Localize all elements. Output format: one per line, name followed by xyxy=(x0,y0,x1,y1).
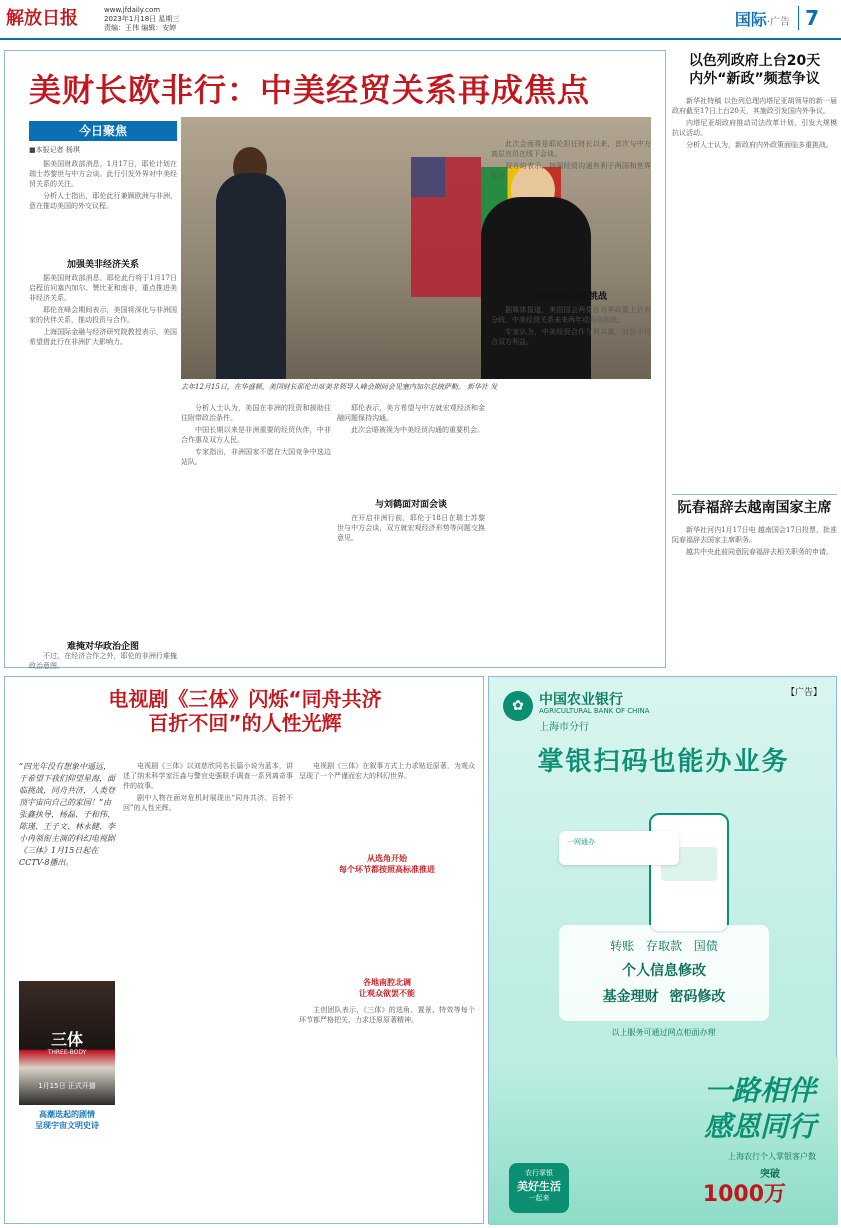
paragraph: 分析人士认为，美国在非洲的投资和援助往往附带政治条件。 xyxy=(181,404,331,422)
main-col1c xyxy=(29,651,177,670)
paragraph: 此次会晤被视为中美经贸沟通的重要机会。 xyxy=(351,426,484,434)
slogan-line-1: 一路相伴 xyxy=(703,1074,816,1107)
paragraph: 越共中央此前同意阮春福辞去相关职务的申请。 xyxy=(686,548,833,556)
paragraph: 电视剧《三体》在叙事方式上力求贴近原著，为观众呈现了一个严谨而宏大的科幻世界。 xyxy=(299,762,475,780)
ad-slogan xyxy=(704,1073,816,1145)
app-badge[interactable] xyxy=(509,1163,569,1213)
israel-headline[interactable]: 以色列政府上台20天 内外“新政”频惹争议 xyxy=(688,53,821,87)
paragraph: 分析人士认为，新政府内外政策面临多重挑战。 xyxy=(686,141,833,149)
paragraph: 主创团队表示，《三体》的选角、置景、特效等每个环节都严格把关，力求还原原著精神。 xyxy=(299,1006,475,1024)
main-col3b xyxy=(337,513,485,663)
abc-logo-icon: ✿ xyxy=(503,691,533,721)
paragraph: 据美国财政部消息，1月17日，耶伦计划在瑞士苏黎世与中方会谈。此行引发外界对中美经贸关系的关注。 xyxy=(29,160,177,188)
abc-advertisement[interactable] xyxy=(488,676,837,1224)
poster-bottom: 1月15日 正式开播 xyxy=(38,1082,96,1090)
byline: ■本报记者 杨琪 xyxy=(29,146,80,154)
main-col3 xyxy=(337,403,485,493)
today-focus-tag: 今日聚焦 xyxy=(29,121,177,141)
bank-name-cn: 中国农业银行 xyxy=(539,692,623,708)
ad-note: 以上服务可通过网点柜面办理 xyxy=(611,1028,716,1037)
paragraph: 在开启非洲行前，耶伦于18日在瑞士苏黎世与中方会谈，双方就宏观经济形势等问题交换意见。 xyxy=(337,514,485,542)
vietnam-body xyxy=(672,525,837,635)
drama-story xyxy=(4,676,484,1224)
poster-title: 三体 xyxy=(50,1030,83,1049)
israel-body xyxy=(672,96,837,486)
ad-label: 【广告】 xyxy=(785,688,822,698)
site-url[interactable]: www.jfdaily.com xyxy=(104,6,161,14)
drama-sub-1: 各地南腔北调 让观众欲罢不能 xyxy=(359,978,415,998)
paragraph: 上海国际金融与经济研究院教授表示，美国希望借此行在非洲扩大影响力。 xyxy=(29,328,177,346)
us-flag xyxy=(411,157,481,297)
paragraph: 据媒体报道，美国国会两党在对华政策上仍有分歧，中美经贸关系未来两年或面临挑战。 xyxy=(491,306,651,324)
subhead-3: 与刘鹤面对面会谈 xyxy=(374,500,447,510)
divider xyxy=(672,494,837,495)
ad-headline: 掌银扫码也能办业务 xyxy=(537,747,790,777)
photo-caption: 去年12月15日，在华盛顿，美国财长耶伦出席美非领导人峰会期间会见塞内加尔总统萨勒。 新华社 发 xyxy=(181,383,498,391)
issue-date: 2023年1月18日 星期三 xyxy=(104,15,180,23)
paragraph: 据美国财政部消息，耶伦此行将于1月17日启程访问塞内加尔、赞比亚和南非，重点推进美非经济关系。 xyxy=(29,274,177,302)
main-col4b xyxy=(491,305,651,663)
main-col2 xyxy=(181,403,331,663)
users-note: 上海农行个人掌银客户数 xyxy=(728,1152,816,1161)
drama-col2 xyxy=(123,761,293,1215)
paragraph: 新华社河内1月17日电 越南国会17日投票，批准阮春福辞去国家主席职务。 xyxy=(672,526,837,544)
services-panel xyxy=(559,925,769,1021)
app-line-3: 一起来 xyxy=(528,1194,550,1202)
main-col4 xyxy=(491,139,651,285)
issue-info xyxy=(104,6,179,33)
masthead xyxy=(0,0,841,40)
paragraph: 耶伦在峰会期间表示，美国将深化与非洲国家的伙伴关系，推动投资与合作。 xyxy=(29,306,177,324)
paragraph: 中国长期以来是非洲重要的经贸伙伴，中非合作惠及双方人民。 xyxy=(181,426,331,444)
drama-headline[interactable]: 电视剧《三体》闪烁“同舟共济 百折不回”的人性光辉 xyxy=(108,687,382,735)
newspaper-logo: 解放日报 xyxy=(6,8,78,29)
paragraph: 新华社特稿 以色列总理内塔尼亚胡领导的新一届政府截至17日上台20天，其施政引发国内外争议。 xyxy=(672,97,837,115)
editors: 责编：王伟 编辑：安婷 xyxy=(104,24,177,32)
three-body-poster xyxy=(19,981,115,1105)
drama-sub-2: 从选角开始 每个环节都按照高标准推进 xyxy=(339,854,435,874)
paragraph: 专家指出，非洲国家不愿在大国竞争中选边站队。 xyxy=(181,448,331,466)
page-number: 7 xyxy=(798,6,819,30)
users-count: 1000万 xyxy=(702,1182,786,1207)
poster-subtitle: THREE-BODY xyxy=(47,1049,87,1056)
section-header xyxy=(735,6,819,30)
main-col1 xyxy=(29,159,177,255)
poster-caption: 高潮迭起的剧情 呈现宇宙文明史诗 xyxy=(35,1110,99,1130)
subhead-1: 加强美非经济关系 xyxy=(66,260,139,270)
main-story xyxy=(4,50,666,668)
bank-name-en: AGRICULTURAL BANK OF CHINA xyxy=(539,707,650,715)
section-name: 国际 xyxy=(734,10,767,29)
paragraph: 专家认为，中美经贸合作互利共赢，对抗不符合双方利益。 xyxy=(491,328,651,346)
person-left xyxy=(216,173,286,379)
main-col1b xyxy=(29,273,177,635)
services-line-3: 基金理财 密码修改 xyxy=(602,989,726,1005)
paragraph: 此次会面将是耶伦担任财长以来，首次与中方高层官员在线下会谈。 xyxy=(491,140,651,158)
paragraph: 分析人士指出，耶伦此行兼顾欧洲与非洲，意在推动美国的外交议程。 xyxy=(29,192,177,210)
paragraph: 内塔尼亚胡政府推动司法改革计划，引发大规模抗议活动。 xyxy=(672,119,837,137)
phone-banner-text: 一网通办 xyxy=(567,838,595,846)
paragraph: 双方均表示，加强经贸沟通有利于两国和世界经济。 xyxy=(491,162,651,180)
phone-banner xyxy=(559,831,679,865)
phone-illustration xyxy=(549,807,779,917)
paragraph: 电视剧《三体》以刘慈欣同名长篇小说为蓝本，讲述了纳米科学家汪淼与警官史强联手调查一系列离奇事件的故事。 xyxy=(123,762,293,790)
services-line-1: 转账 存取款 国债 xyxy=(610,939,718,953)
users-break: 突破 xyxy=(760,1169,780,1180)
services-line-2: 个人信息修改 xyxy=(622,963,706,979)
paragraph: 不过，在经济合作之外，耶伦的非洲行难掩政治意图。 xyxy=(29,652,177,670)
app-line-2: 美好生活 xyxy=(517,1180,561,1193)
drama-col3b xyxy=(299,1005,475,1215)
drama-intro-poem: “四光年没有想象中遥远，于希望下我们仰望星海，面临挑战，同舟共济，人类登顶宇宙向自己的家园！”由张鑫执导，杨磊、于和伟、陈瑾、王子文、林永健、李小冉领衔主演的科幻电视剧《三体》1月15日起在CCTV-8播出。 xyxy=(19,762,115,867)
app-line-1: 农行掌银 xyxy=(525,1169,553,1177)
subhead-4: 未来两年面临挑战 xyxy=(534,292,607,302)
slogan-line-2: 感恩同行 xyxy=(703,1110,816,1143)
paragraph: 剧中人物在面对危机时展现出“同舟共济、百折不回”的人性光辉。 xyxy=(123,794,293,812)
ad-tag: ·广告 xyxy=(766,17,791,28)
paragraph: 耶伦表示，美方希望与中方就宏观经济和金融问题保持沟通。 xyxy=(337,404,485,422)
vietnam-headline[interactable]: 阮春福辞去越南国家主席 xyxy=(677,500,832,516)
main-headline[interactable]: 美财长欧非行：中美经贸关系再成焦点 xyxy=(29,71,591,109)
bank-branch: 上海市分行 xyxy=(539,722,589,733)
right-column xyxy=(672,50,837,635)
subhead-2: 难掩对华政治企图 xyxy=(66,642,139,652)
